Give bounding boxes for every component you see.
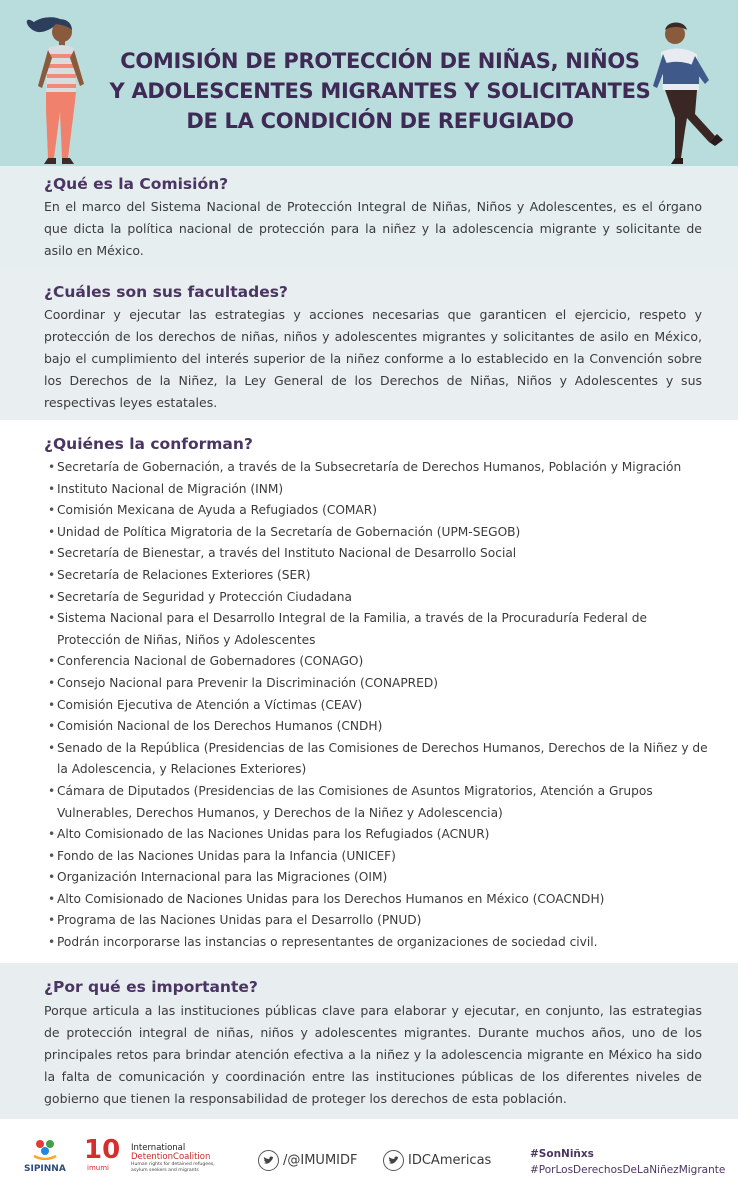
member-list-item: • Senado de la República (Presidencias de las Comisiones de Derechos Humanos, Derechos de la Niñez y de la Adolescencia, y Relaciones Exteriores) xyxy=(44,738,709,781)
woman-illustration xyxy=(12,8,102,166)
text-importante: Porque articula a las instituciones públicas clave para elaborar y ejecutar, en conjunto, las estrategias de protección integral de niñas, niños y adolescentes migrantes. Durante muchos años, uno de los principales retos para brindar atención efectiva a la niñez y la adolescencia migrante en México ha sido la falta de comunicación y coordinación entre las instituciones públicas de los diferentes niveles de gobierno que tienen la responsabilidad de proteger los derechos de esta población. xyxy=(44,1003,702,1106)
member-list-item: • Podrán incorporarse las instancias o representantes de organizaciones de sociedad civil. xyxy=(44,932,709,954)
twitter-bird-icon xyxy=(258,1150,279,1171)
member-list-item: • Cámara de Diputados (Presidencias de las Comisiones de Asuntos Migratorios, Atención a Grupos Vulnerables, Derechos Humanos, y Derechos de la Niñez y Adolescencia) xyxy=(44,781,709,824)
member-list-item: • Programa de las Naciones Unidas para el Desarrollo (PNUD) xyxy=(44,910,709,932)
header-banner xyxy=(0,0,738,166)
member-list-item: • Consejo Nacional para Prevenir la Discriminación (CONAPRED) xyxy=(44,673,709,695)
idc-name-line-2: DetentionCoalition xyxy=(131,1152,211,1162)
member-list-item: • Organización Internacional para las Migraciones (OIM) xyxy=(44,867,709,889)
twitter-idc-link[interactable] xyxy=(383,1150,491,1171)
member-list-item: • Alto Comisionado de Naciones Unidas para los Derechos Humanos en México (COACNDH) xyxy=(44,889,709,911)
idc-tagline-line-2: asylum seekers and migrants xyxy=(131,1167,199,1173)
member-list-item: • Comisión Ejecutiva de Atención a Víctimas (CEAV) xyxy=(44,695,709,717)
member-list-item: • Instituto Nacional de Migración (INM) xyxy=(44,479,709,501)
member-list-item: • Comisión Nacional de los Derechos Humanos (CNDH) xyxy=(44,716,709,738)
heading-facultades: ¿Cuáles son sus facultades? xyxy=(44,283,288,301)
title-line-2: Y ADOLESCENTES MIGRANTES Y SOLICITANTES xyxy=(109,79,651,103)
text-que-es: En el marco del Sistema Nacional de Protección Integral de Niñas, Niños y Adolescentes, es el órgano que dicta la política nacional de protección para la niñez y la adolescencia migrante y solicitante de asilo en México. xyxy=(44,199,702,258)
member-list-item: • Secretaría de Seguridad y Protección Ciudadana xyxy=(44,587,709,609)
heading-conforman: ¿Quiénes la conforman? xyxy=(44,435,253,453)
members-list xyxy=(44,457,709,954)
imumi-number: 10 xyxy=(84,1135,121,1165)
heading-importante: ¿Por qué es importante? xyxy=(44,978,258,996)
idc-name-line-1: International xyxy=(131,1143,186,1153)
sipinna-label: SIPINNA xyxy=(24,1164,66,1174)
member-list-item: • Unidad de Política Migratoria de la Secretaría de Gobernación (UPM-SEGOB) xyxy=(44,522,709,544)
title-line-1: COMISIÓN DE PROTECCIÓN DE NIÑAS, NIÑOS xyxy=(120,49,640,73)
member-list-item: • Secretaría de Bienestar, a través del Instituto Nacional de Desarrollo Social xyxy=(44,543,709,565)
member-list-item: • Sistema Nacional para el Desarrollo Integral de la Familia, a través de la Procuraduría Federal de Protección de Niñas, Niños y Adolescentes xyxy=(44,608,709,651)
member-list-item: • Conferencia Nacional de Gobernadores (CONAGO) xyxy=(44,651,709,673)
member-list-item: • Secretaría de Gobernación, a través de la Subsecretaría de Derechos Humanos, Población y Migración xyxy=(44,457,709,479)
imumi-label: imumi xyxy=(87,1164,109,1172)
member-list-item: • Fondo de las Naciones Unidas para la Infancia (UNICEF) xyxy=(44,846,709,868)
idc-tagline-line-1: Human rights for detained refugees, xyxy=(131,1162,215,1167)
page-title xyxy=(95,46,665,136)
hashtag-son-ninxs[interactable]: #SonNiñxs xyxy=(530,1148,594,1160)
twitter-idc-handle: IDCAmericas xyxy=(408,1153,492,1168)
text-facultades: Coordinar y ejecutar las estrategias y acciones necesarias que garanticen el ejercicio, respeto y protección de los derechos de niñas, niños y adolescentes migrantes y solicitantes de asilo en México, bajo el cumplimiento del interés superior de la niñez conforme a lo establecido en la Convención sobre los Derechos de la Niñez, la Ley General de los Derechos de Niñas, Niños y Adolescentes y sus respectivas leyes estatales. xyxy=(44,307,702,410)
hashtags xyxy=(530,1146,725,1178)
member-list-item: • Alto Comisionado de las Naciones Unidas para los Refugiados (ACNUR) xyxy=(44,824,709,846)
hashtag-derechos[interactable]: #PorLosDerechosDeLaNiñezMigrante xyxy=(530,1164,726,1176)
twitter-imumi-link[interactable] xyxy=(258,1150,357,1171)
title-line-3: DE LA CONDICIÓN DE REFUGIADO xyxy=(186,109,574,133)
idc-tagline xyxy=(131,1162,215,1173)
heading-que-es: ¿Qué es la Comisión? xyxy=(44,175,229,193)
member-list-item: • Comisión Mexicana de Ayuda a Refugiados (COMAR) xyxy=(44,500,709,522)
twitter-bird-icon xyxy=(383,1150,404,1171)
sipinna-logo-icon xyxy=(30,1136,60,1160)
twitter-imumi-handle: /@IMUMIDF xyxy=(283,1153,358,1168)
member-list-item: • Secretaría de Relaciones Exteriores (SER) xyxy=(44,565,709,587)
